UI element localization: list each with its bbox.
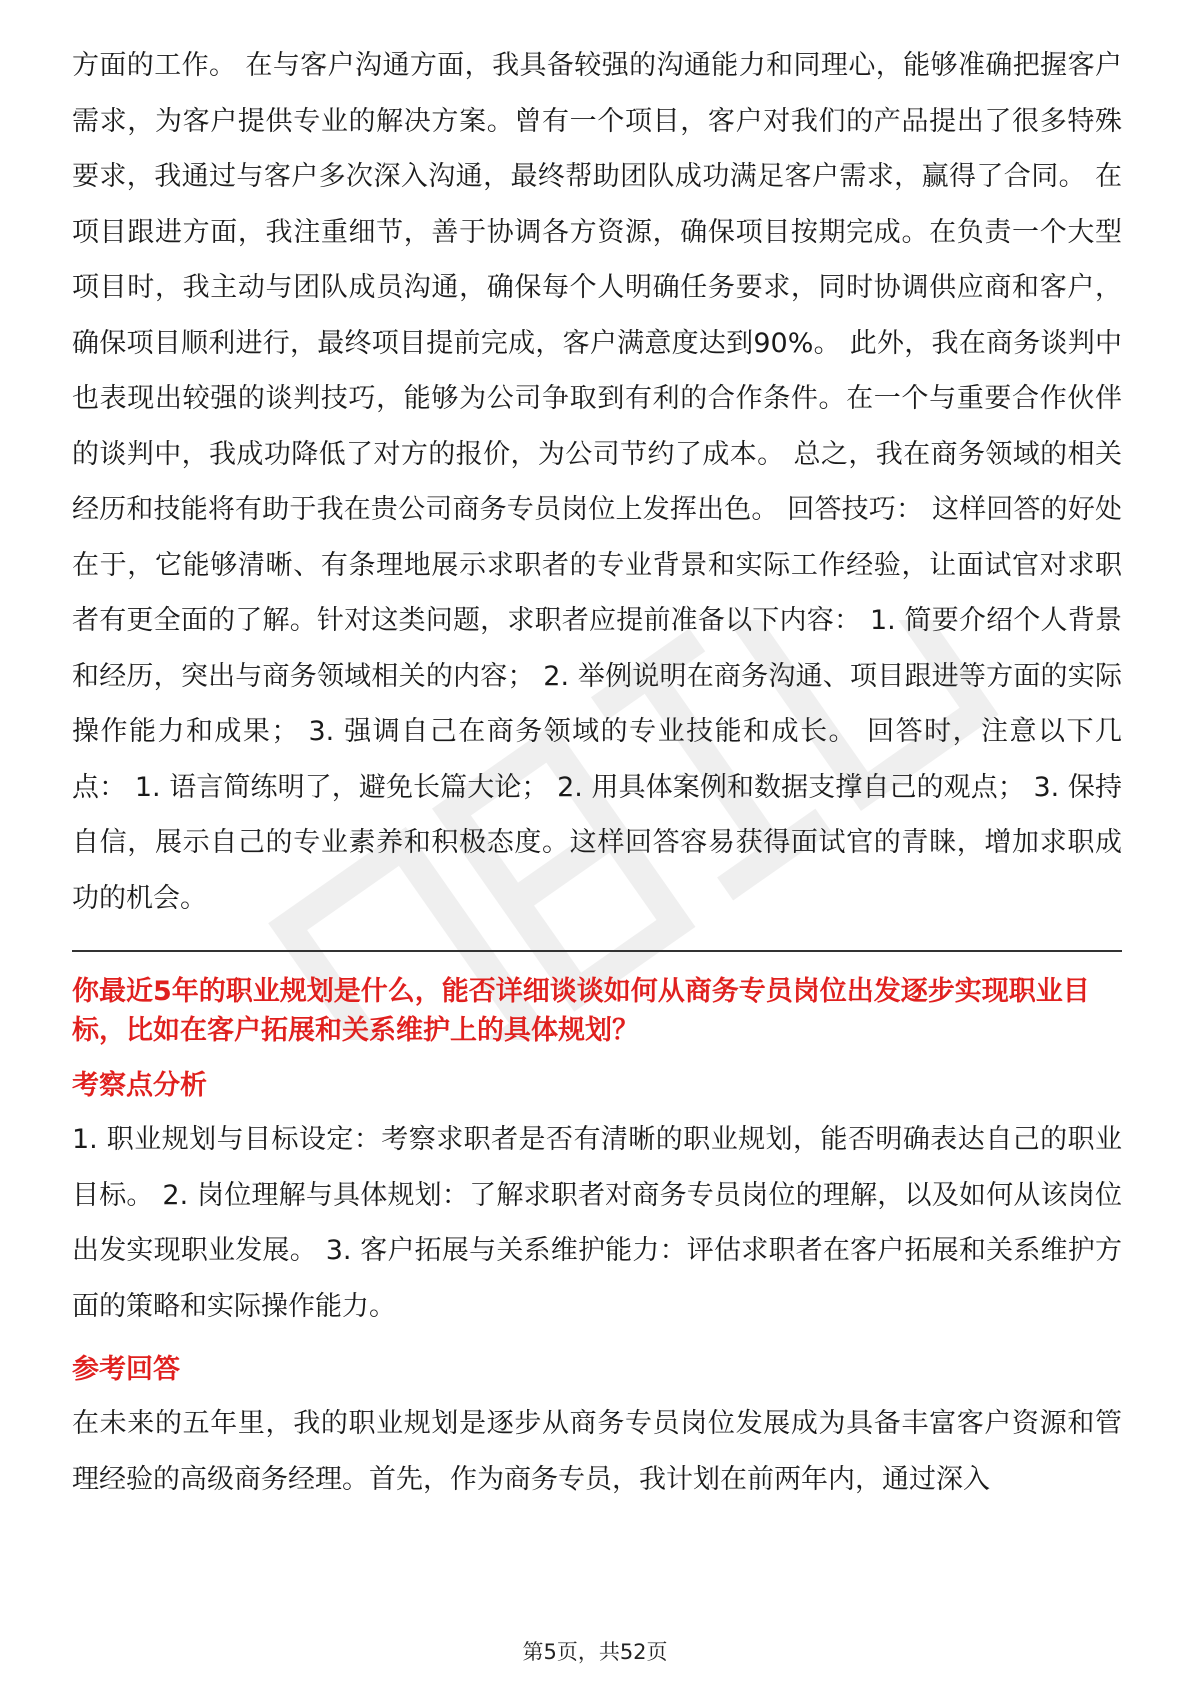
reference-answer-text: 在未来的五年里，我的职业规划是逐步从商务专员岗位发展成为具备丰富客户资源和管理经验的高级商务经理。首先，作为商务专员，我计划在前两年内，通过深入	[72, 1408, 1122, 1495]
section-divider	[72, 950, 1122, 952]
analysis-text: 1. 职业规划与目标设定：考察求职者是否有清晰的职业规划，能否明确表达自己的职业目标。 2. 岗位理解与具体规划：了解求职者对商务专员岗位的理解，以及如何从该岗位出发实现职业发展。 3. 客户拓展与关系维护能力：评估求职者在客户拓展和关系维护方面的策略和实际操作能力。	[72, 1124, 1122, 1322]
page-content	[72, 38, 1122, 1507]
previous-answer-text: 方面的工作。 在与客户沟通方面，我具备较强的沟通能力和同理心，能够准确把握客户需求，为客户提供专业的解决方案。曾有一个项目，客户对我们的产品提出了很多特殊要求，我通过与客户多次深入沟通，最终帮助团队成功满足客户需求，赢得了合同。 在项目跟进方面，我注重细节，善于协调各方资源，确保项目按期完成。在负责一个大型项目时，我主动与团队成员沟通，确保每个人明确任务要求，同时协调供应商和客户，确保项目顺利进行，最终项目提前完成，客户满意度达到90%。 此外，我在商务谈判中也表现出较强的谈判技巧，能够为公司争取到有利的合作条件。在一个与重要合作伙伴的谈判中，我成功降低了对方的报价，为公司节约了成本。 总之，我在商务领域的相关经历和技能将有助于我在贵公司商务专员岗位上发挥出色。 回答技巧： 这样回答的好处在于，它能够清晰、有条理地展示求职者的专业背景和实际工作经验，让面试官对求职者有更全面的了解。针对这类问题，求职者应提前准备以下内容： 1. 简要介绍个人背景和经历，突出与商务领域相关的内容； 2. 举例说明在商务沟通、项目跟进等方面的实际操作能力和成果； 3. 强调自己在商务领域的专业技能和成长。 回答时，注意以下几点： 1. 语言简练明了，避免长篇大论； 2. 用具体案例和数据支撑自己的观点； 3. 保持自信，展示自己的专业素养和积极态度。这样回答容易获得面试官的青睐，增加求职成功的机会。	[72, 50, 1122, 914]
interview-question: 你最近5年的职业规划是什么，能否详细谈谈如何从商务专员岗位出发逐步实现职业目标，比如在客户拓展和关系维护上的具体规划？	[72, 976, 1090, 1046]
page-number-footer: 第5页，共52页	[522, 1640, 668, 1664]
reference-answer-heading: 参考回答	[72, 1354, 180, 1385]
analysis-heading: 考察点分析	[72, 1070, 207, 1101]
